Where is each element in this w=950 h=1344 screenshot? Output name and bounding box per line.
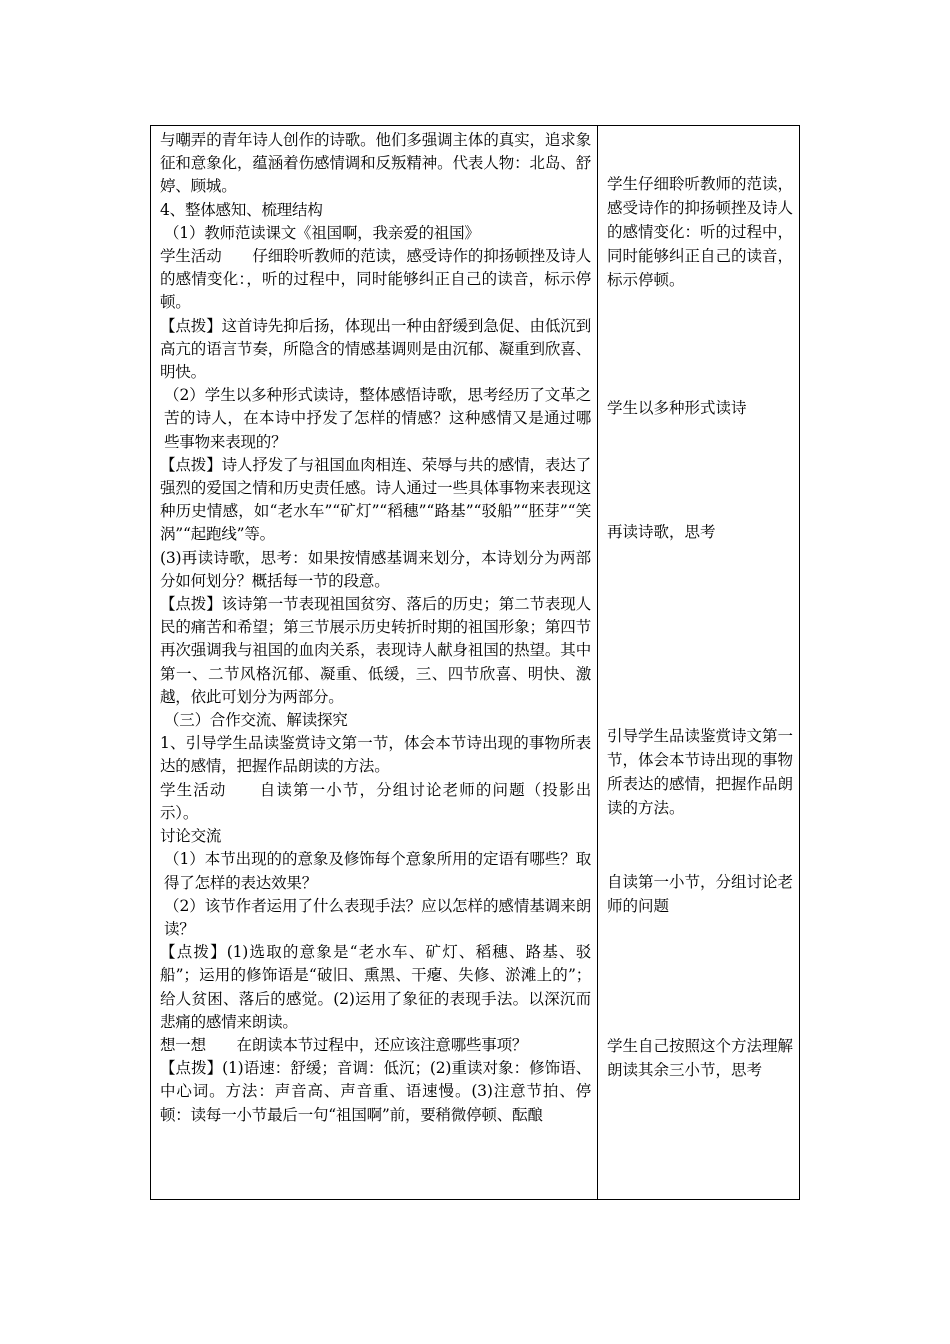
activity-note: 学生自己按照这个方法理解朗读其余三小节，思考 [607,1037,794,1079]
hint-text: (1)选取的意象是“老水车、矿灯、稻穗、路基、驳船”；运用的修饰语是“破旧、熏黑、干瘪、失修、淤滩上的”；给人贫困、落后的感觉。(2)运用了象征的表现手法。以深沉而悲痛的感情来朗读。 [160,943,591,1031]
hint-tag: 【点拨】 [160,455,222,474]
hint-paragraph [160,315,591,385]
paragraph: (3)再读诗歌，思考：如果按情感基调来划分，本诗划分为两部分如何划分？概括每一节的段意。 [160,548,591,590]
hint-text: 诗人抒发了与祖国血肉相连、荣辱与共的感情，表达了强烈的爱国之情和历史责任感。诗人通过一些具体事物来表现这种历史情感，如“老水车”“矿灯”“稻穗”“路基”“驳船”“胚芽”“笑涡”“起跑线”等。 [160,455,592,544]
activity-note: 引导学生品读鉴赏诗文第一节，体会本节诗出现的事物所表达的感情，把握作品朗读的方法。 [607,727,794,817]
activity-note: 学生仔细聆听教师的范读，感受诗作的抑扬顿挫及诗人的感情变化：听的过程中，同时能够纠正自己的读音，标示停顿。 [607,175,794,289]
teaching-content-column [160,129,591,1127]
section-heading: 4、整体感知、梳理结构 [160,200,323,219]
hint-text: 这首诗先抑后扬，体现出一种由舒缓到急促、由低沉到高亢的语言节奏，所隐含的情感基调则是由沉郁、凝重到欣喜、明快。 [160,316,592,382]
paragraph: （2）该节作者运用了什么表现手法？应以怎样的感情基调来朗读？ [164,896,591,938]
hint-tag: 【点拨】 [160,595,222,614]
paragraph: 讨论交流 [160,827,222,846]
column-divider [597,126,598,1199]
paragraph: 与嘲弄的青年诗人创作的诗歌。他们多强调主体的真实，追求象征和意象化，蕴涵着伤感情调和反叛精神。代表人物：北岛、舒婷、顾城。 [160,131,591,196]
activity-note: 学生以多种形式读诗 [607,399,747,417]
paragraph: 1、引导学生品读鉴赏诗文第一节，体会本节诗出现的事物所表达的感情，把握作品朗读的方法。 [160,734,591,776]
hint-tag: 【点拨】 [160,1059,223,1078]
section-heading: （三）合作交流、解读探究 [164,711,348,730]
paragraph: （1）本节出现的的意象及修饰每个意象所用的定语有哪些？取得了怎样的表达效果？ [164,850,591,892]
hint-paragraph [160,454,591,547]
paragraph: （1）教师范读课文《祖国啊，我亲爱的祖国》 [164,223,480,242]
paragraph: 想一想 在朗读本节过程中，还应该注意哪些事项？ [160,1035,528,1054]
hint-text: 该诗第一节表现祖国贫穷、落后的历史；第二节表现人民的痛苦和希望；第三节展示历史转折时期的祖国形象；第四节再次强调我与祖国的血肉关系，表现诗人献身祖国的热望。其中第一、二节风格沉郁、凝重、低缓，三、四节欣喜、明快、激越，依此可划分为两部分。 [160,595,592,706]
hint-paragraph [160,1057,591,1127]
hint-tag: 【点拨】 [160,943,227,962]
student-activity-column [607,126,795,1199]
lesson-table [150,125,800,1200]
paragraph: 学生活动 仔细聆听教师的范读，感受诗作的抑扬顿挫及诗人的感情变化：，听的过程中，同时能够纠正自己的读音，标示停顿。 [160,247,591,312]
hint-paragraph [160,941,591,1034]
hint-tag: 【点拨】 [160,316,222,335]
activity-note: 自读第一小节，分组讨论老师的问题 [607,873,794,915]
hint-text: (1)语速：舒缓；音调：低沉；(2)重读对象：修饰语、中心词。方法：声音高、声音重、语速慢。(3)注意节拍、停顿：读每一小节最后一句“祖国啊”前，要稍微停顿、酝酿 [160,1059,592,1124]
paragraph: 学生活动 自读第一小节，分组讨论老师的问题（投影出示）。 [160,780,591,822]
hint-paragraph [160,593,591,709]
activity-note: 再读诗歌，思考 [607,523,716,541]
paragraph: （2）学生以多种形式读诗，整体感悟诗歌，思考经历了文革之苦的诗人，在本诗中抒发了怎样的情感？这种感情又是通过哪些事物来表现的？ [164,386,591,451]
